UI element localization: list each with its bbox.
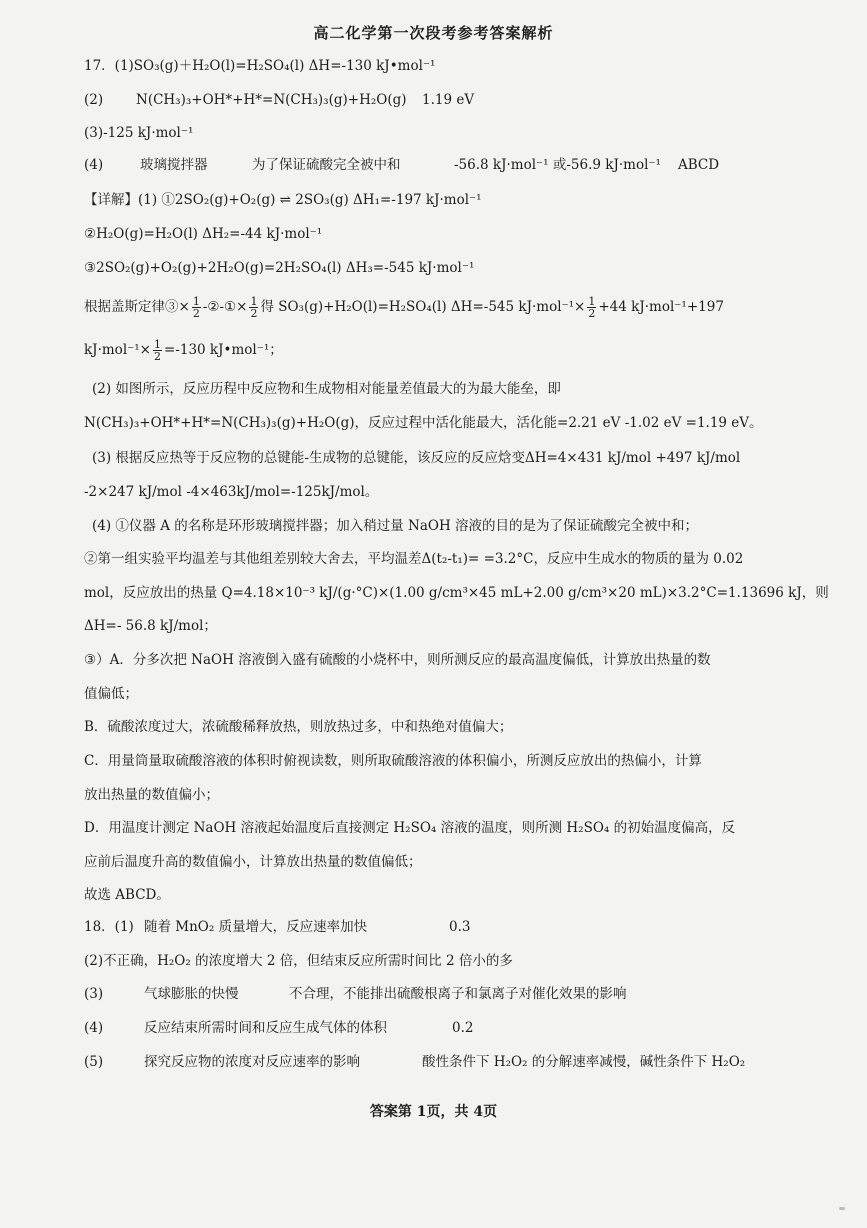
text-segment: 得 SO₃(g)+H₂O(l)=H₂SO₄(l) ΔH=-545 kJ·mol⁻¹× (260, 299, 586, 315)
detail-line: B．硫酸浓度过大，浓硫酸稀释放热，则放热过多，中和热绝对值偏大； (84, 719, 513, 735)
answer-value: 0.3 (449, 919, 471, 935)
fraction-numerator: 1 (192, 295, 200, 308)
detail-line: 放出热量的数值偏小； (84, 787, 219, 803)
answer-17-1: 17．(1)SO₃(g)＋H₂O(l)=H₂SO₄(l) ΔH=-130 kJ•mol⁻¹ (84, 58, 436, 74)
equation-text: N(CH₃)₃+OH*+H*=N(CH₃)₃(g)+H₂O(g) (136, 92, 407, 108)
detail-line: ②H₂O(g)=H₂O(l) ΔH₂=-44 kJ·mol⁻¹ (84, 226, 323, 242)
detail-line: C．用量筒量取硫酸溶液的体积时俯视读数，则所取硫酸溶液的体积偏小，所测反应放出的热偏小，计算 (84, 753, 702, 769)
detail-line: ③2SO₂(g)+O₂(g)+2H₂O(g)=2H₂SO₄(l) ΔH₃=-545 kJ·mol⁻¹ (84, 260, 475, 276)
detail-line: (3) 根据反应热等于反应物的总键能-生成物的总键能，该反应的反应焓变ΔH=4×431 kJ/mol +497 kJ/mol (92, 450, 741, 466)
answer-value: 不合理，不能排出硫酸根离子和氯离子对催化效果的影响 (289, 986, 627, 1002)
item-number: (5) (84, 1054, 104, 1070)
answer-value: 反应结束所需时间和反应生成气体的体积 (144, 1020, 387, 1036)
fraction-denominator: 2 (192, 307, 200, 320)
scan-mark (839, 1207, 845, 1210)
text-segment: kJ·mol⁻¹× (84, 342, 151, 358)
detail-line: ΔH=- 56.8 kJ/mol； (84, 618, 217, 634)
page-footer: 答案第 1页，共 4页 (369, 1104, 498, 1120)
fraction-numerator: 1 (153, 338, 161, 351)
answer-value: 为了保证硫酸完全被中和 (252, 157, 401, 173)
detail-line: ③）A．分多次把 NaOH 溶液倒入盛有硫酸的小烧杯中，则所测反应的最高温度偏低，计算放出热量的数 (84, 652, 711, 668)
detail-line: -2×247 kJ/mol -4×463kJ/mol=-125kJ/mol。 (84, 484, 379, 500)
answer-18-4 (84, 1019, 797, 1037)
detail-line: mol，反应放出的热量 Q=4.18×10⁻³ kJ/(g·°C)×(1.00 g/cm³×45 mL+2.00 g/cm³×20 mL)×3.2°C=1.13696 kJ，则 (84, 585, 829, 601)
answer-value: 探究反应物的浓度对反应速率的影响 (144, 1054, 360, 1070)
detail-line: (4) ①仪器 A 的名称是环形玻璃搅拌器；加入稍过量 NaOH 溶液的目的是为了保证硫酸完全被中和； (92, 518, 699, 534)
item-number: (4) (84, 1020, 104, 1036)
answer-value: -56.8 kJ·mol⁻¹ 或-56.9 kJ·mol⁻¹ (454, 157, 661, 173)
detail-line: N(CH₃)₃+OH*+H*=N(CH₃)₃(g)+H₂O(g)，反应过程中活化能最大，活化能=2.21 eV -1.02 eV =1.19 eV。 (84, 415, 763, 431)
answer-18-2: (2)不正确，H₂O₂ 的浓度增大 2 倍，但结束反应所需时间比 2 倍小的多 (84, 953, 513, 969)
fraction (153, 339, 162, 362)
detail-line: D．用温度计测定 NaOH 溶液起始温度后直接测定 H₂SO₄ 溶液的温度，则所测 H₂SO₄ 的初始温度偏高，反 (84, 820, 736, 836)
answer-17-3: (3)-125 kJ·mol⁻¹ (84, 125, 194, 141)
item-number: 18．(1) (84, 919, 134, 935)
item-number: (4) (84, 157, 104, 173)
fraction (192, 296, 201, 319)
fraction-denominator: 2 (588, 307, 596, 320)
fraction-numerator: 1 (588, 295, 596, 308)
answer-value: ABCD (678, 157, 720, 173)
detail-line: (2) 如图所示，反应历程中反应物和生成物相对能量差值最大的为最大能垒，即 (92, 381, 561, 397)
answer-value: 酸性条件下 H₂O₂ 的分解速率减慢，碱性条件下 H₂O₂ (422, 1054, 746, 1070)
fraction (587, 296, 596, 319)
item-number: (3) (84, 986, 104, 1002)
fraction-denominator: 2 (153, 350, 161, 363)
item-number: (2) (84, 92, 104, 108)
page-title: 高二化学第一次段考参考答案解析 (313, 24, 554, 42)
answer-18-3 (84, 985, 797, 1003)
answer-value: 1.19 eV (422, 92, 475, 108)
text-segment: -②-①× (202, 299, 248, 315)
fraction (249, 296, 258, 319)
answer-value: 玻璃搅拌器 (140, 157, 208, 173)
text-segment: +44 kJ·mol⁻¹+197 (598, 299, 724, 315)
detail-line: 【详解】(1) ①2SO₂(g)+O₂(g) ⇌ 2SO₃(g) ΔH₁=-197 kJ·mol⁻¹ (84, 192, 482, 208)
fraction-numerator: 1 (250, 295, 258, 308)
text-segment: =-130 kJ•mol⁻¹； (163, 342, 283, 358)
answer-18-5 (84, 1053, 797, 1071)
answer-value: 0.2 (452, 1020, 474, 1036)
answer-value: 气球膨胀的快慢 (144, 986, 239, 1002)
answer-value: 随着 MnO₂ 质量增大，反应速率加快 (144, 919, 368, 935)
answer-18-1 (84, 918, 797, 936)
detail-line: 值偏低； (84, 686, 138, 702)
detail-line: ②第一组实验平均温差与其他组差别较大舍去，平均温差Δ(t₂-t₁)= =3.2°C，反应中生成水的物质的量为 0.02 (84, 551, 744, 567)
detail-line: 故选 ABCD。 (84, 887, 170, 903)
text-segment: 根据盖斯定律③× (84, 299, 190, 315)
fraction-denominator: 2 (250, 307, 258, 320)
detail-line (84, 339, 797, 362)
answer-17-4 (84, 156, 797, 174)
answer-17-2 (84, 91, 797, 109)
detail-line (84, 296, 797, 319)
detail-line: 应前后温度升高的数值偏小，计算放出热量的数值偏低； (84, 854, 422, 870)
